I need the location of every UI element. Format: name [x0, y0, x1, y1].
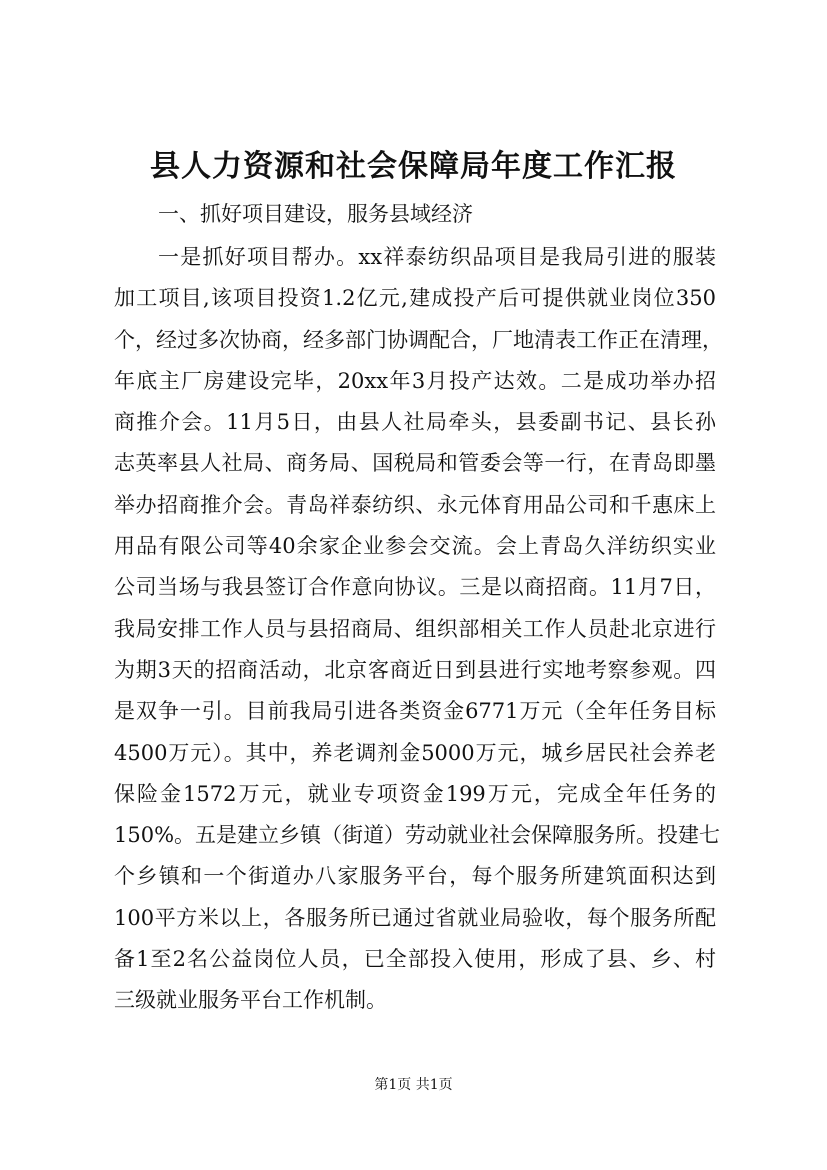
paragraph-line: 年底主厂房建设完毕，20xx年3月投产达效。二是成功举办招	[114, 368, 716, 393]
paragraph-line: 一是抓好项目帮办。xx祥泰纺织品项目是我局引进的服装	[158, 245, 716, 269]
paragraph-line: 三级就业服务平台工作机制。	[114, 988, 387, 1013]
paragraph-line: 商推介会。11月5日，由县人社局牵头，县委副书记、县长孙	[114, 410, 716, 435]
page-number-footer: 第1页 共1页	[374, 1077, 453, 1093]
body-paragraph	[114, 237, 723, 1022]
paragraph-line: 个乡镇和一个街道办八家服务平台，每个服务所建筑面积达到	[114, 864, 716, 889]
section-heading: 一、抓好项目建设，服务县域经济	[158, 202, 473, 226]
paragraph-line: 举办招商推介会。青岛祥泰纺织、永元体育用品公司和千惠床上	[114, 492, 716, 517]
paragraph-line: 公司当场与我县签订合作意向协议。三是以商招商。11月7日，	[114, 575, 716, 600]
paragraph-line: 保险金1572万元，就业专项资金199万元，完成全年任务的	[114, 781, 716, 806]
document-title: 县人力资源和社会保障局年度工作汇报	[150, 149, 677, 184]
paragraph-line: 为期3天的招商活动，北京客商近日到县进行实地考察参观。四	[114, 657, 716, 682]
paragraph-line: 我局安排工作人员与县招商局、组织部相关工作人员赴北京进行	[114, 616, 716, 641]
paragraph-line: 备1至2名公益岗位人员，已全部投入使用，形成了县、乡、村	[114, 947, 716, 972]
paragraph-line: 100平方米以上，各服务所已通过省就业局验收，每个服务所配	[114, 905, 716, 930]
paragraph-line: 用品有限公司等40余家企业参会交流。会上青岛久洋纺织实业	[114, 534, 716, 559]
paragraph-line: 个，经过多次协商，经多部门协调配合，厂地清表工作正在清理，	[114, 327, 723, 352]
paragraph-line: 志英率县人社局、商务局、国税局和管委会等一行，在青岛即墨	[114, 451, 716, 476]
paragraph-line: 4500万元）。其中，养老调剂金5000万元，城乡居民社会养老	[114, 740, 716, 765]
paragraph-line: 150%。五是建立乡镇（街道）劳动就业社会保障服务所。投建七	[114, 823, 721, 848]
paragraph-line: 加工项目,该项目投资1.2亿元,建成投产后可提供就业岗位350	[114, 286, 716, 311]
paragraph-line: 是双争一引。目前我局引进各类资金6771万元（全年任务目标	[114, 699, 716, 724]
